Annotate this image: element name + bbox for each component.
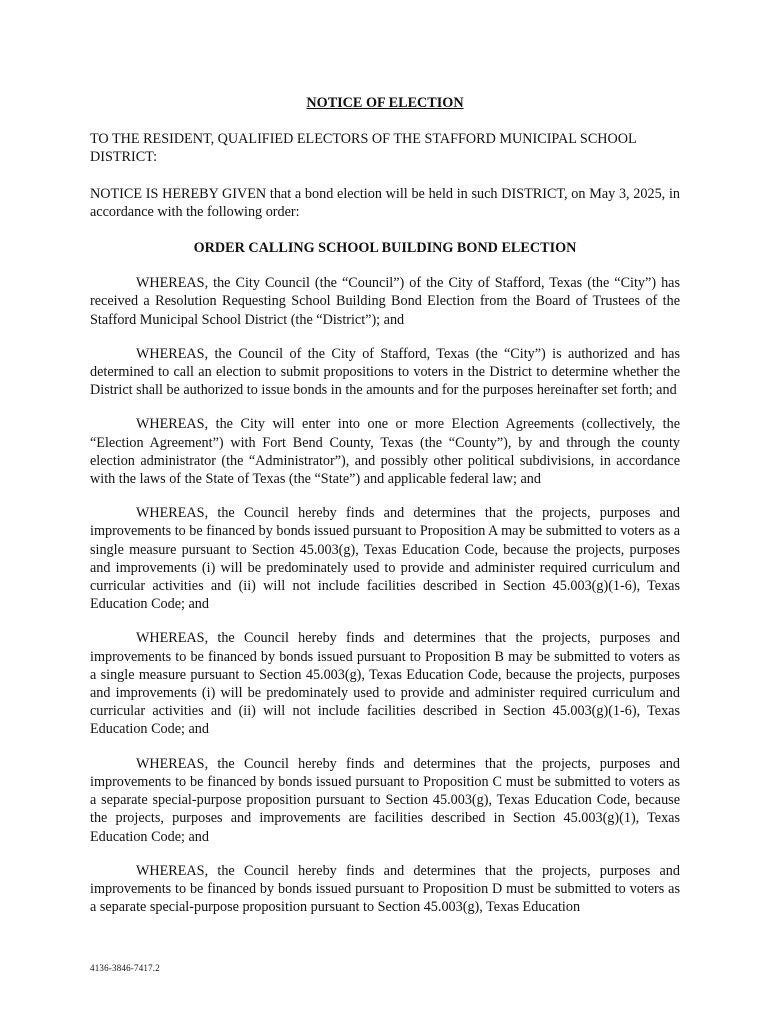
whereas-paragraph-7: WHEREAS, the Council hereby finds and determines that the projects, purposes and improvements to be financed by bonds issued pursuant to Proposition D must be submitted to voters as a separate special-purpose proposition pursuant to Section 45.003(g), Texas Education (90, 862, 680, 916)
notice-paragraph: NOTICE IS HEREBY GIVEN that a bond election will be held in such DISTRICT, on May 3, 2025, in accordance with the following order: (90, 185, 680, 220)
document-title: NOTICE OF ELECTION (306, 95, 464, 111)
addressee-line: TO THE RESIDENT, QUALIFIED ELECTORS OF THE STAFFORD MUNICIPAL SCHOOL DISTRICT: (90, 131, 637, 166)
whereas-paragraph-3: WHEREAS, the City will enter into one or more Election Agreements (collectively, the “Election Agreement”) with Fort Bend County, Texas (the “County”), by and through the county election administrator (the “Administrator”), and possibly other political subdivisions, in accordance with the laws of the State of Texas (the “State”) and applicable federal law; and (90, 416, 680, 488)
whereas-paragraph-1: WHEREAS, the City Council (the “Council”) of the City of Stafford, Texas (the “City”) has received a Resolution Requesting School Building Bond Election from the Board of Trustees of the Stafford Municipal School District (the “District”); and (90, 275, 680, 328)
document-id-footer: 4136-3846-7417.2 (90, 963, 160, 973)
document-body (90, 94, 680, 932)
whereas-paragraph-4: WHEREAS, the Council hereby finds and determines that the projects, purposes and improvements to be financed by bonds issued pursuant to Proposition A may be submitted to voters as a single measure pursuant to Section 45.003(g), Texas Education Code, because the projects, purposes and improvements (i) will be predominately used to provide and administer required curriculum and curricular activities and (ii) will not include facilities described in Section 45.003(g)(1-6), Texas Education Code; and (90, 505, 680, 613)
whereas-paragraph-6: WHEREAS, the Council hereby finds and determines that the projects, purposes and improvements to be financed by bonds issued pursuant to Proposition C must be submitted to voters as a separate special-purpose proposition pursuant to Section 45.003(g), Texas Education Code, because the projects, purposes and improvements are facilities described in Section 45.003(g)(1), Texas Education Code; and (90, 755, 680, 845)
whereas-paragraph-2: WHEREAS, the Council of the City of Stafford, Texas (the “City”) is authorized and has determined to call an election to submit propositions to voters in the District to determine whether the District shall be authorized to issue bonds in the amounts and for the purposes hereinafter set forth; and (90, 345, 680, 399)
whereas-paragraph-5: WHEREAS, the Council hereby finds and determines that the projects, purposes and improvements to be financed by bonds issued pursuant to Proposition B may be submitted to voters as a single measure pursuant to Section 45.003(g), Texas Education Code, because the projects, purposes and improvements (i) will be predominately used to provide and administer required curriculum and curricular activities and (ii) will not include facilities described in Section 45.003(g)(1-6), Texas Education Code; and (90, 630, 680, 738)
order-heading: ORDER CALLING SCHOOL BUILDING BOND ELECTION (193, 240, 577, 257)
